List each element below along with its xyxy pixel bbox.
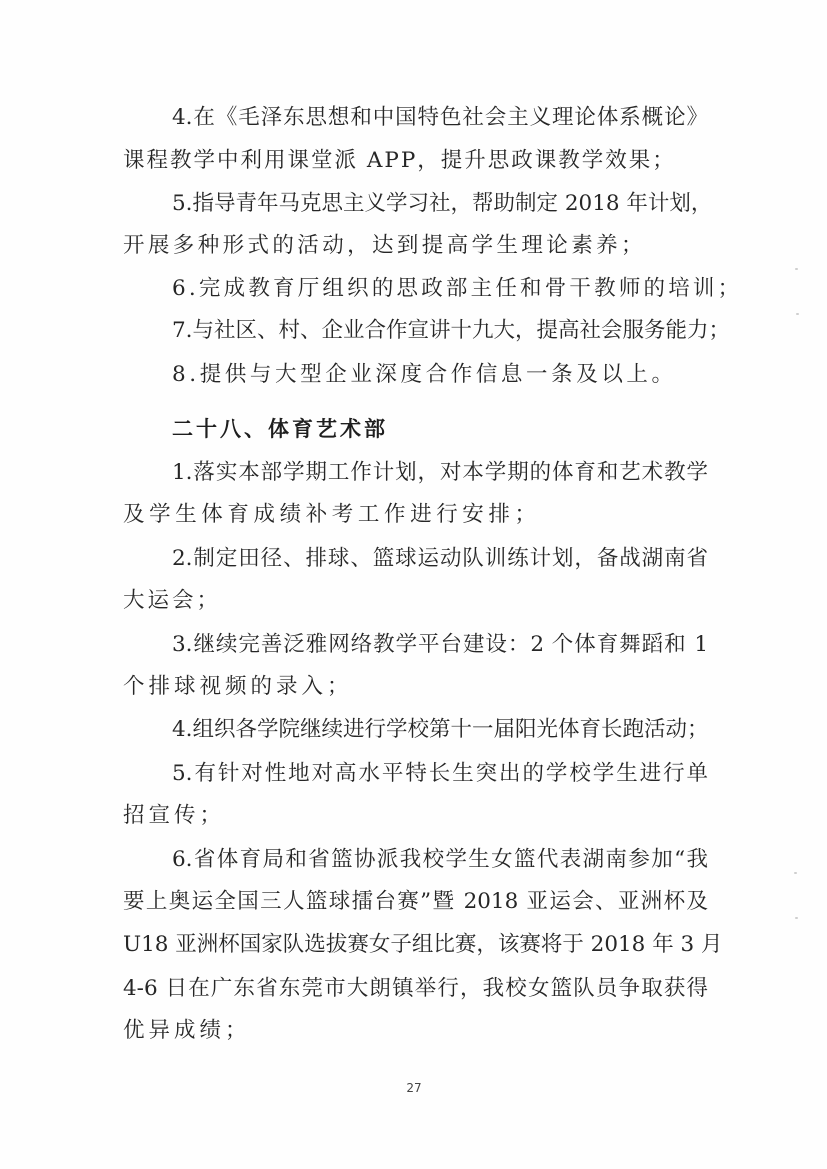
scan-artifact (796, 313, 799, 315)
paragraph-line: 5.有针对性地对高水平特长生突出的学校学生进行单 (172, 761, 708, 786)
paragraph-line: 4.在《毛泽东思想和中国特色社会主义理论体系概论》 (172, 105, 708, 130)
paragraph-line: 8.提供与大型企业深度合作信息一条及以上。 (172, 362, 677, 387)
paragraph-line: 6.完成教育厅组织的思政部主任和骨干教师的培训； (172, 276, 743, 301)
paragraph-line: 4-6 日在广东省东莞市大朗镇举行，我校女篮队员争取获得 (123, 976, 708, 1001)
paragraph-line: 3.继续完善泛雅网络教学平台建设：2 个体育舞蹈和 1 (172, 632, 708, 657)
paragraph-line: 4.组织各学院继续进行学校第十一届阳光体育长跑活动； (172, 717, 709, 742)
paragraph-line: 个排球视频的录入； (123, 674, 353, 699)
paragraph-line: U18 亚洲杯国家队选拔赛女子组比赛，该赛将于 2018 年 3 月 (123, 932, 723, 957)
paragraph-line: 2.制定田径、排球、篮球运动队训练计划，备战湖南省 (172, 546, 708, 571)
paragraph-line: 招宣传； (123, 803, 226, 828)
page-number: 27 (406, 1081, 422, 1095)
paragraph-line: 5.指导青年马克思主义学习社，帮助制定 2018 年计划， (172, 191, 713, 216)
paragraph-line: 开展多种形式的活动，达到提高学生理论素养； (123, 233, 646, 258)
paragraph-line: 1.落实本部学期工作计划，对本学期的体育和艺术教学 (172, 460, 708, 485)
paragraph-line: 及学生体育成绩补考工作进行安排； (123, 502, 541, 527)
section-heading: 二十八、体育艺术部 (172, 417, 388, 441)
paragraph-line: 课程教学中利用课堂派 APP，提升思政课教学效果； (123, 148, 676, 173)
paragraph-line: 7.与社区、村、企业合作宣讲十九大，提高社会服务能力； (172, 318, 731, 343)
paragraph-line: 优异成绩； (123, 1018, 251, 1043)
scan-artifact (795, 917, 798, 919)
paragraph-line: 6.省体育局和省篮协派我校学生女篮代表湖南参加“我 (172, 847, 708, 872)
scan-artifact (794, 872, 797, 874)
paragraph-line: 要上奥运全国三人篮球擂台赛”暨 2018 亚运会、亚洲杯及 (123, 889, 708, 914)
paragraph-line: 大运会； (123, 588, 222, 613)
scan-artifact (795, 268, 798, 270)
